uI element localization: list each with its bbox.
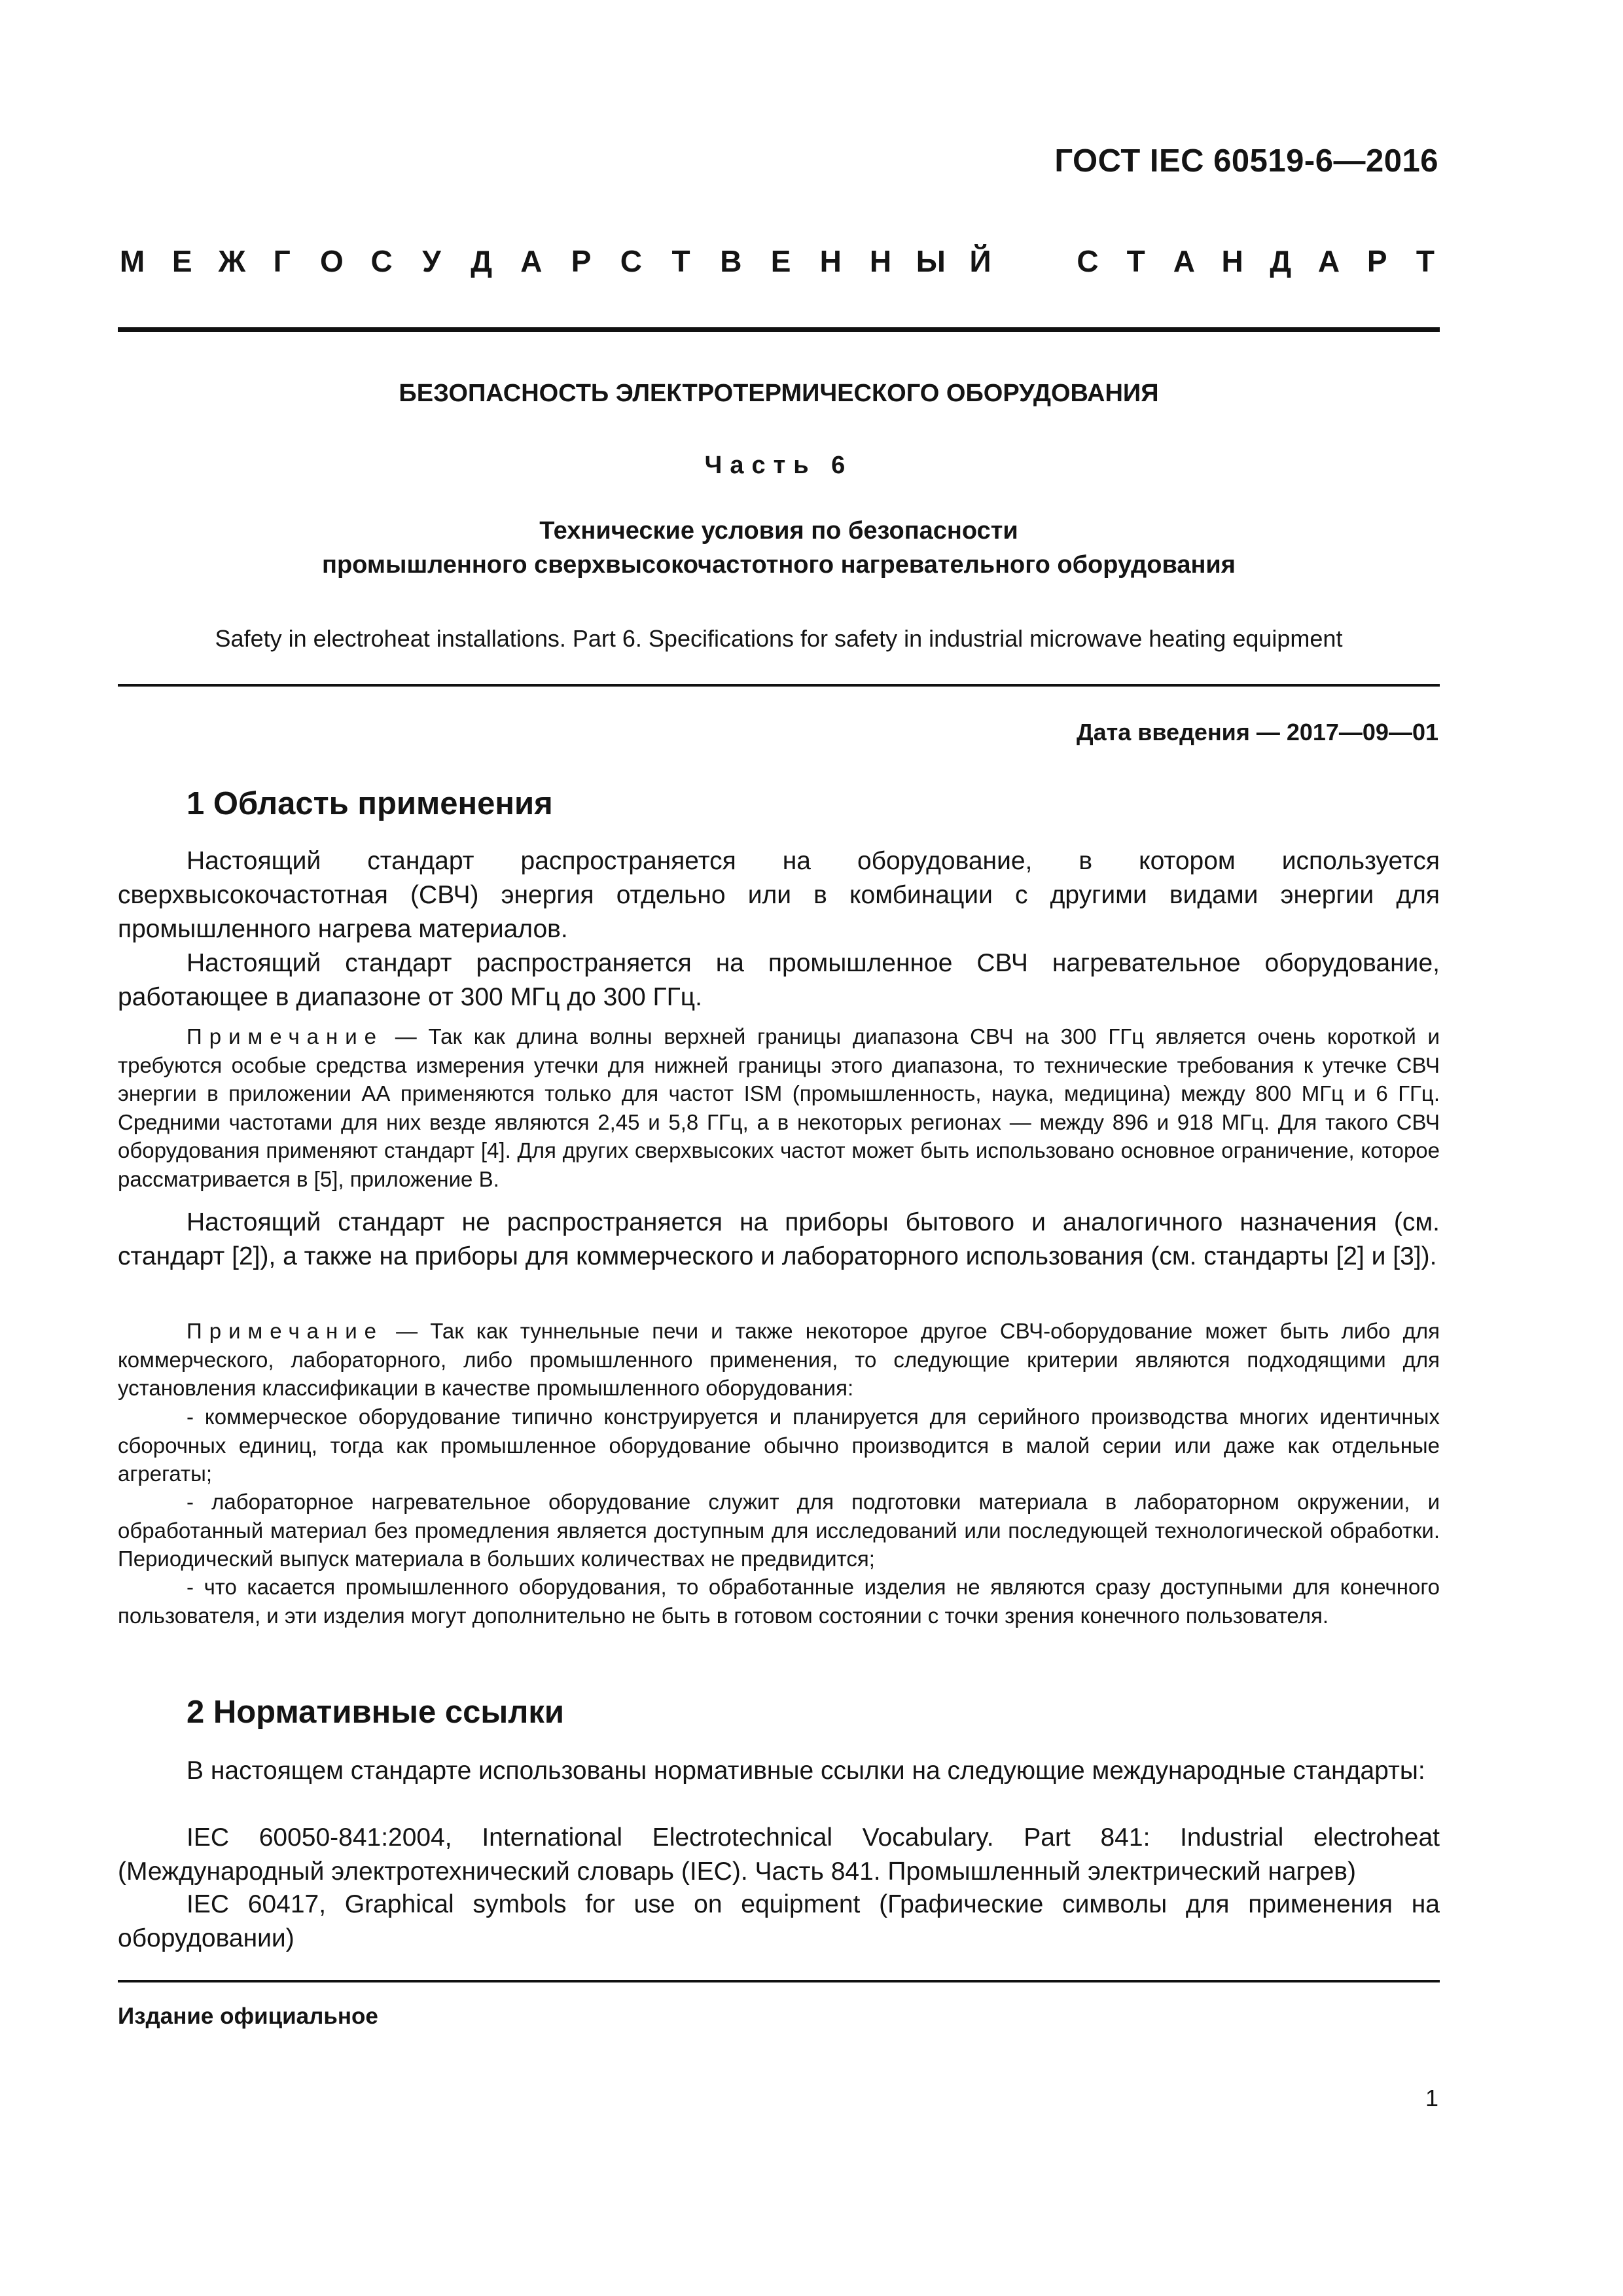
effective-date: Дата введения — 2017—09—01 [1076, 719, 1438, 745]
part-label: Часть 6 [704, 452, 853, 479]
banner-letter: А [1317, 244, 1340, 278]
section-1-note-2 [118, 1317, 1440, 1403]
note-label: Примечание [187, 1024, 384, 1049]
banner-letter: С [620, 244, 642, 278]
note-text: — Так как длина волны верхней границы диапазона СВЧ на 300 ГГц является очень короткой и требуются особые средства измерения утечки для нижней границы этого диапазона, то технические требования к утечке СВЧ энергии в приложении АА применяются только для частот ISM (промышленность, наука, медицина) между 800 МГц и 6 ГГц. Средними частотами для них везде являются 2,45 и 5,8 ГГц, а в некоторых регионах — между 896 и 918 МГц. Для такого СВЧ оборудования применяют стандарт [4]. Для других сверхвысоких частот может быть использовано основное ограничение, которое рассматривается в [5], приложение В. [118, 1024, 1440, 1191]
banner-letter: А [1173, 244, 1196, 278]
footer-rule [118, 1980, 1440, 1982]
banner-letter: В [720, 244, 742, 278]
banner-letter: О [320, 244, 344, 278]
note-2-item-1: - коммерческое оборудование типично конструируется и планируется для серийного производства многих идентичных сборочных единиц, тогда как промышленное оборудование обычно производится в малой серии или даже как отдельные агрегаты; [118, 1405, 1440, 1486]
banner-letter: Е [770, 244, 791, 278]
banner-letter: Ы [916, 244, 946, 278]
section-1-paragraph-1: Настоящий стандарт распространяется на оборудование, в котором используется сверхвысокочастотная (СВЧ) энергия отдельно или в комбинации с другими видами энергии для промышленного нагрева материалов. [118, 847, 1440, 943]
edition-label: Издание официальное [118, 2003, 378, 2029]
note-2-item-2: - лабораторное нагревательное оборудование служит для подготовки материала в лабораторном окружении, и обработанный материал без промедления является доступным для исследований или последующей технологической обработки. Периодический выпуск материала в больших количествах не предвидится; [118, 1490, 1440, 1571]
reference-iec-60417: IEC 60417, Graphical symbols for use on equipment (Графические символы для применения на оборудовании) [118, 1890, 1440, 1952]
banner-letter: Ж [218, 244, 246, 278]
note-label: Примечание [187, 1319, 384, 1343]
section-1-paragraph-3: Настоящий стандарт не распространяется на приборы бытового и аналогичного назначения (см. стандарт [2]), а также на приборы для коммерческого и лабораторного использования (см. стандарты [2] и [3]). [118, 1208, 1440, 1270]
banner-letter: Р [571, 244, 592, 278]
banner-letter: Т [671, 244, 690, 278]
subtitle-line-2: промышленного сверхвысокочастотного нагревательного оборудования [322, 551, 1236, 579]
banner-letter: Н [1221, 244, 1243, 278]
banner-letter: Й [969, 244, 991, 278]
banner-letter: У [422, 244, 441, 278]
document-code: ГОСТ IEC 60519-6—2016 [1054, 143, 1438, 179]
note-text: — Так как туннельные печи и также некоторое другое СВЧ-оборудование может быть либо для коммерческого, лабораторного, либо промышленного применения, то следующие критерии являются подходящими для установления классификации в качестве промышленного оборудования: [118, 1319, 1440, 1400]
banner-letter: Е [171, 244, 192, 278]
banner-letter: С [1077, 244, 1099, 278]
banner-letter: Г [273, 244, 291, 278]
banner-word-standard [1073, 243, 1440, 279]
reference-iec-60050: IEC 60050-841:2004, International Electrotechnical Vocabulary. Part 841: Industrial electroheat (Международный электротехнический словарь (IEC). Часть 841. Промышленный электрический нагрев) [118, 1823, 1440, 1886]
section-1-heading: 1 Область применения [187, 786, 553, 821]
document-title: БЕЗОПАСНОСТЬ ЭЛЕКТРОТЕРМИЧЕСКОГО ОБОРУДОВАНИЯ [399, 380, 1159, 407]
banner-letter: А [520, 244, 543, 278]
note-2-item-3: - что касается промышленного оборудования, то обработанные изделия не являются сразу доступными для конечного пользователя, и эти изделия могут дополнительно не быть в готовом состоянии с точки зрения конечного пользователя. [118, 1575, 1440, 1628]
banner-letter: Т [1416, 244, 1435, 278]
banner-letter: Д [1270, 244, 1292, 278]
document-subtitle [118, 514, 1440, 582]
banner-letter: С [370, 244, 393, 278]
banner-letter: Р [1366, 244, 1387, 278]
subtitle-line-1: Технические условия по безопасности [539, 517, 1018, 545]
english-title: Safety in electroheat installations. Part 6. Specifications for safety in industrial microwave heating equipment [215, 625, 1343, 652]
banner-letter: Д [471, 244, 493, 278]
banner-letter: Т [1126, 244, 1145, 278]
banner-word-interstate [118, 243, 995, 279]
header-rule [118, 327, 1440, 332]
section-2-paragraph-1: В настоящем стандарте использованы нормативные ссылки на следующие международные стандарты: [187, 1757, 1425, 1785]
section-2-heading: 2 Нормативные ссылки [187, 1695, 564, 1730]
page-number: 1 [1425, 2085, 1438, 2111]
banner-letter: М [119, 244, 145, 278]
banner-letter: Н [869, 244, 892, 278]
title-rule [118, 684, 1440, 687]
section-1-note-1 [118, 1022, 1440, 1193]
banner-letter: Н [819, 244, 842, 278]
section-1-paragraph-2: Настоящий стандарт распространяется на промышленное СВЧ нагревательное оборудование, работающее в диапазоне от 300 МГц до 300 ГГц. [118, 949, 1440, 1011]
